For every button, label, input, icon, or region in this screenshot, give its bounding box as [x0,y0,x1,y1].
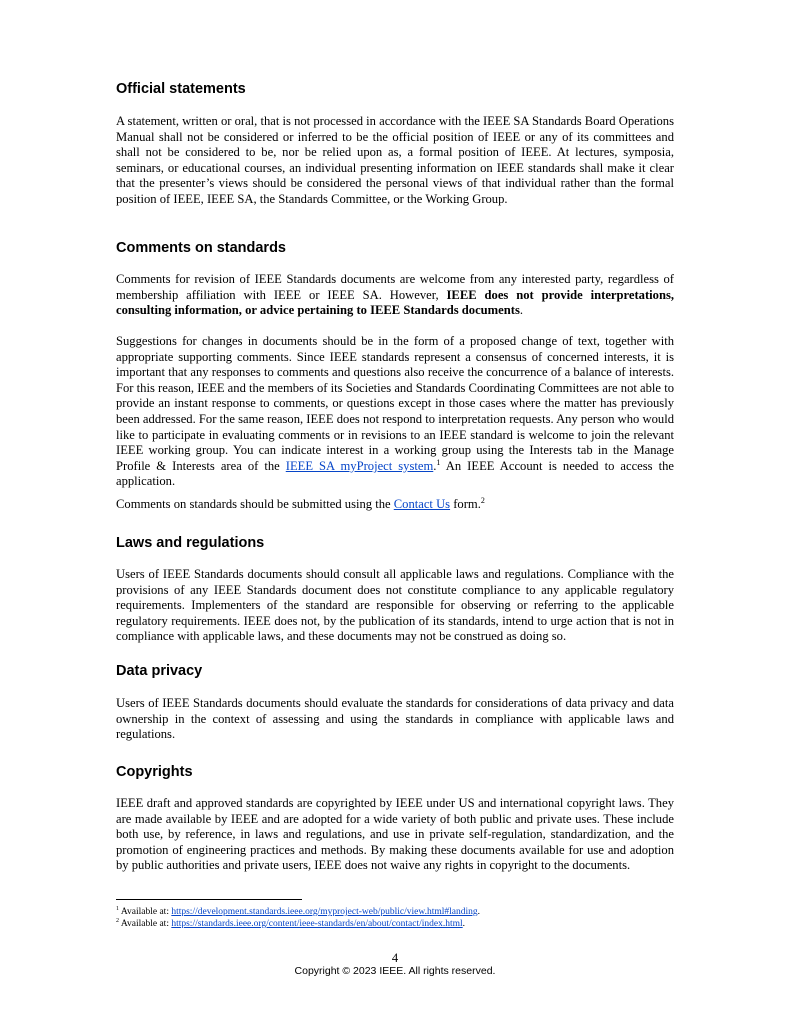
paragraph-laws: Users of IEEE Standards documents should consult all applicable laws and regulations. Compliance with the provisions of any IEEE Standards document does not constitute compliance to any applicable regulatory requirements. Implementers of the standard are responsible for observing or referring to the applicable regulatory requirements. IEEE does not, by the publication of its standards, intend to urge action that is not in compliance with applicable laws, and these documents may not be construed as doing so. [116,567,674,644]
paragraph-comments-2: Suggestions for changes in documents should be in the form of a proposed change of text, together with appropriate supporting comments. Since IEEE standards represent a consensus of concerned interests, it is important that any responses to comments and questions also receive the concurrence of a balance of interests. For this reason, IEEE and the members of its Societies and Standards Coordinating Committees are not able to provide an instant response to comments, or questions except in those cases where the matter has previously been addressed. For the same reason, IEEE does not respond to interpretation requests. Any person who would like to participate in evaluating comments or in revisions to an IEEE standard is welcome to join the relevant IEEE working group. You can indicate interest in a working group using the Interests tab in the Manage Profile & Interests area of the IEEE SA myProject system.$^1$ An IEEE Account is needed to access the application. [116,334,674,489]
footnote-1-link[interactable]: https://development.standards.ieee.org/myproject-web/public/view.html#landing [171,907,478,917]
footnote-divider [116,899,302,900]
bold-statement: IEEE does not provide interpretations, consulting information, or advice pertaining to IEEE Standards documents [116,287,674,318]
heading-copyrights: Copyrights [116,764,193,780]
footnote-1: $^1$ Available at: https://development.standards.ieee.org/myproject-web/public/view.html#landing. [116,905,481,917]
paragraph-data-privacy: Users of IEEE Standards documents should evaluate the standards for considerations of data privacy and data ownership in the context of assessing and using the standards in compliance with applicable laws and regulations. [116,696,674,742]
page-number: 4 [391,951,399,965]
paragraph-comments-3: Comments on standards should be submitted using the Contact Us form.$^2$ [116,495,485,511]
heading-laws-and-regulations: Laws and regulations [116,535,265,551]
paragraph-copyrights: IEEE draft and approved standards are copyrighted by IEEE under US and international copyright laws. They are made available by IEEE and are adopted for a wide variety of both public and private uses. These include both use, by reference, in laws and regulations, and use in private self-regulation, standardization, and the promotion of engineering practices and methods. By making these documents available for use and adoption by public authorities and private users, IEEE does not waive any rights in copyright to the documents. [116,796,674,873]
heading-data-privacy: Data privacy [116,663,203,679]
myproject-link[interactable]: IEEE SA myProject system [285,458,434,473]
copyright-footer: Copyright © 2023 IEEE. All rights reserved. [294,965,496,977]
paragraph-official-statements: A statement, written or oral, that is not processed in accordance with the IEEE SA Standards Board Operations Manual shall not be considered or inferred to be the official position of IEEE or any of its committees and shall not be considered to be, nor be relied upon as, a formal position of IEEE. At lectures, symposia, seminars, or educational courses, an individual presenting information on IEEE standards shall make it clear that the presenter’s views should be considered the personal views of that individual rather than the formal position of IEEE, IEEE SA, the Standards Committee, or the Working Group. [116,114,674,206]
contact-us-link[interactable]: Contact Us [393,497,451,511]
heading-official-statements: Official statements [116,81,246,97]
paragraph-comments-1: Comments for revision of IEEE Standards documents are welcome from any interested party, regardless of membership affiliation with IEEE or IEEE SA. However, IEEE does not provide interpretations, consulting information, or advice pertaining to IEEE Standards documents. [116,272,674,318]
footnote-2: $^2$ Available at: https://standards.ieee.org/content/ieee-standards/en/about/contact/index.html. [116,917,466,929]
heading-comments-on-standards: Comments on standards [116,240,286,256]
footnote-2-link[interactable]: https://standards.ieee.org/content/ieee-standards/en/about/contact/index.html [171,919,463,929]
footnote-ref-2: 2 [480,495,485,505]
footnote-ref-1: 1 [436,457,441,467]
